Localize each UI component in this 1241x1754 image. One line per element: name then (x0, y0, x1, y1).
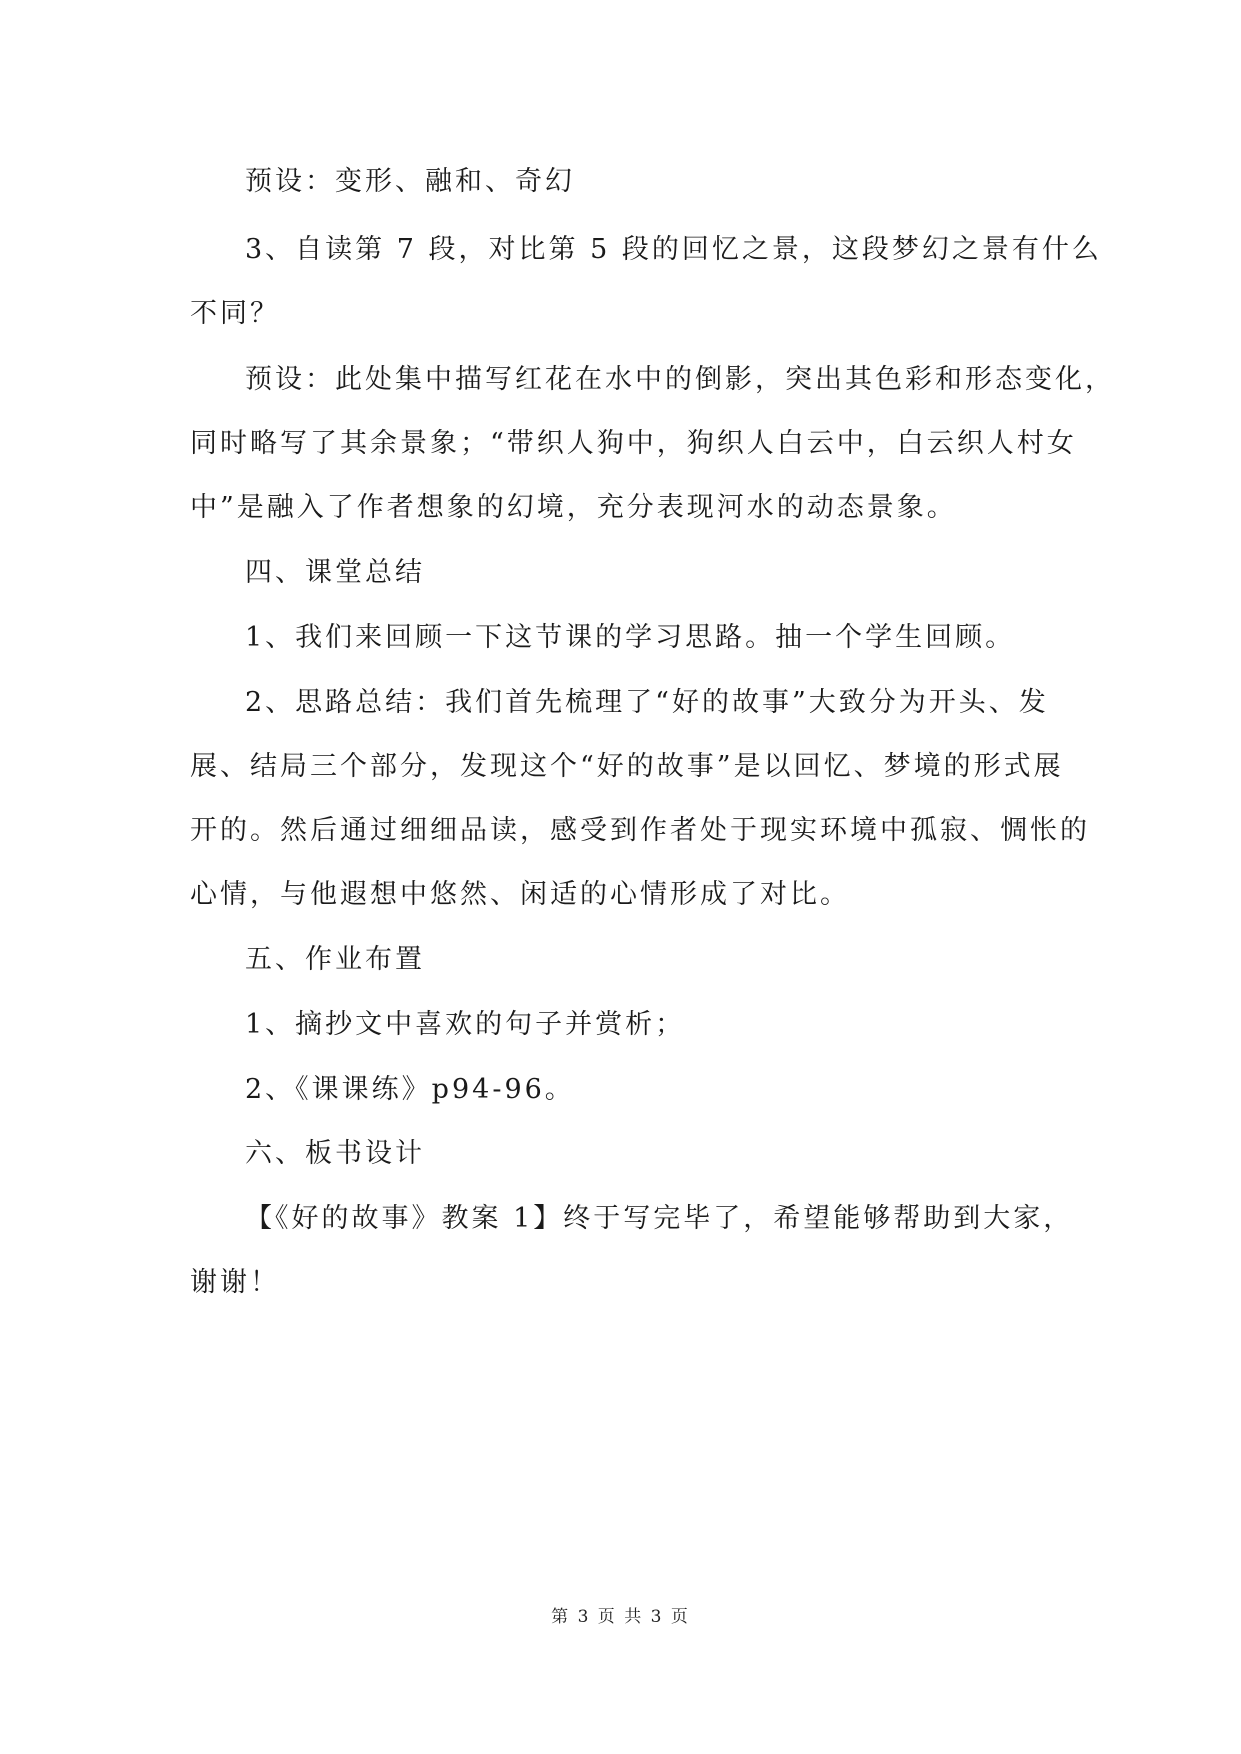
page-number-footer: 第 3 页 共 3 页 (551, 1607, 690, 1627)
paragraph-line: 预设：变形、融和、奇幻 (245, 166, 575, 197)
paragraph-line: 开的。然后通过细细品读，感受到作者处于现实环境中孤寂、惆怅的 (190, 815, 1090, 846)
paragraph-line: 2、思路总结：我们首先梳理了“好的故事”大致分为开头、发 (245, 687, 1049, 718)
paragraph-line: 展、结局三个部分，发现这个“好的故事”是以回忆、梦境的形式展 (190, 751, 1064, 782)
paragraph-line: 同时略写了其余景象；“带织人狗中，狗织人白云中，白云织人村女 (190, 428, 1077, 459)
paragraph-line: 不同？ (190, 298, 280, 329)
paragraph-line: 【《好的故事》教案 1】终于写完毕了，希望能够帮助到大家， (245, 1203, 1074, 1234)
section-heading: 四、课堂总结 (245, 557, 425, 588)
paragraph-line: 1、我们来回顾一下这节课的学习思路。抽一个学生回顾。 (245, 622, 1016, 653)
paragraph-line: 中”是融入了作者想象的幻境，充分表现河水的动态景象。 (190, 492, 957, 523)
section-heading: 六、板书设计 (245, 1138, 425, 1169)
paragraph-line: 1、摘抄文中喜欢的句子并赏析； (245, 1009, 686, 1040)
section-heading: 五、作业布置 (245, 944, 425, 975)
paragraph-line: 心情，与他遐想中悠然、闲适的心情形成了对比。 (190, 879, 850, 910)
paragraph-line: 2、《课课练》p94-96。 (245, 1074, 575, 1105)
paragraph-line: 预设：此处集中描写红花在水中的倒影，突出其色彩和形态变化， (245, 364, 1115, 395)
paragraph-line: 谢谢！ (190, 1267, 280, 1298)
paragraph-line: 3、自读第 7 段，对比第 5 段的回忆之景，这段梦幻之景有什么 (245, 234, 1102, 265)
